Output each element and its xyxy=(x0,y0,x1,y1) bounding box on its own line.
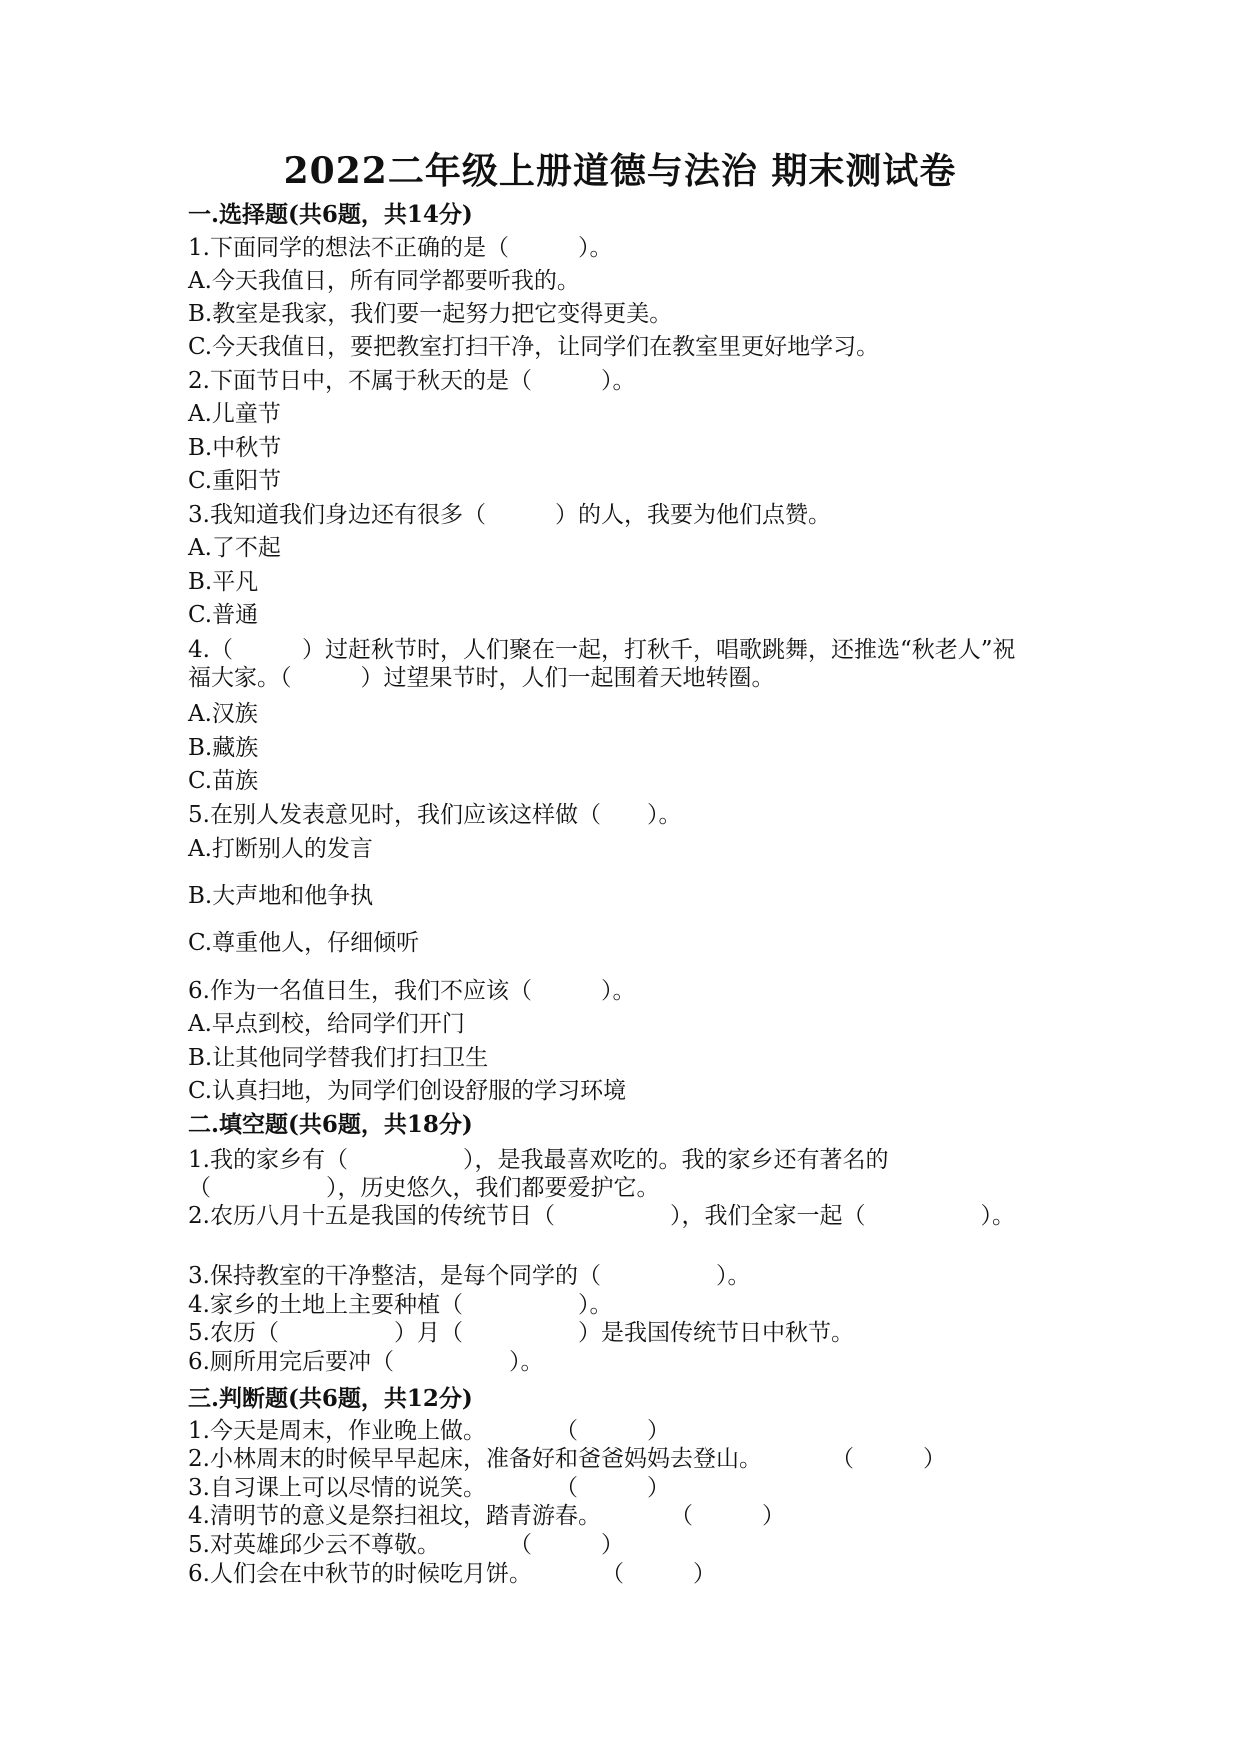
option-line: C.今天我值日，要把教室打扫干净，让同学们在教室里更好地学习。 xyxy=(188,334,880,360)
option-line: A.汉族 xyxy=(188,701,258,727)
question-line: 4.（ ）过赶秋节时，人们聚在一起，打秋千，唱歌跳舞，还推选“秋老人”祝福大家。（ ）过望果节时，人们一起围着天地转圈。 xyxy=(188,637,1016,691)
option-line: B.中秋节 xyxy=(188,435,282,461)
question-line: 3.自习课上可以尽情的说笑。 （ ） xyxy=(188,1475,670,1501)
option-line: C.认真扫地，为同学们创设舒服的学习环境 xyxy=(188,1078,627,1104)
option-line: A.儿童节 xyxy=(188,401,281,427)
option-line: A.早点到校，给同学们开门 xyxy=(188,1011,465,1037)
section-heading-judge: 三.判断题(共6题，共12分) xyxy=(188,1385,473,1412)
option-line: C.重阳节 xyxy=(188,468,282,494)
option-line: B.让其他同学替我们打扫卫生 xyxy=(188,1045,489,1071)
question-line: 2.农历八月十五是我国的传统节日（ ），我们全家一起（ ）。 xyxy=(188,1203,1015,1229)
option-line: A.了不起 xyxy=(188,535,281,561)
question-line: 6.厕所用完后要冲（ ）。 xyxy=(188,1349,544,1375)
option-line: B.平凡 xyxy=(188,569,259,595)
option-line: B.教室是我家，我们要一起努力把它变得更美。 xyxy=(188,301,673,327)
option-line: C.普通 xyxy=(188,602,259,628)
option-line: B.大声地和他争执 xyxy=(188,883,374,909)
question-line: 5.对英雄邱少云不尊敬。 （ ） xyxy=(188,1532,624,1558)
question-line: 1.下面同学的想法不正确的是（ ）。 xyxy=(188,235,613,261)
question-line: 4.清明节的意义是祭扫祖坟，踏青游春。 （ ） xyxy=(188,1503,785,1529)
question-line: 6.作为一名值日生，我们不应该（ ）。 xyxy=(188,978,636,1004)
page-title: 2022二年级上册道德与法治 期末测试卷 xyxy=(283,150,957,192)
question-line: 5.在别人发表意见时，我们应该这样做（ ）。 xyxy=(188,802,682,828)
option-line: C.尊重他人，仔细倾听 xyxy=(188,930,420,956)
question-line: 1.我的家乡有（ ），是我最喜欢吃的。我的家乡还有著名的（ ），历史悠久，我们都要爱护它。 xyxy=(188,1147,889,1201)
question-line: 6.人们会在中秋节的时候吃月饼。 （ ） xyxy=(188,1561,716,1587)
option-line: A.今天我值日，所有同学都要听我的。 xyxy=(188,268,580,294)
question-line: 4.家乡的土地上主要种植（ ）。 xyxy=(188,1292,613,1318)
option-line: B.藏族 xyxy=(188,735,259,761)
option-line: A.打断别人的发言 xyxy=(188,836,373,862)
question-line: 1.今天是周末，作业晚上做。 （ ） xyxy=(188,1418,670,1444)
question-line: 2.下面节日中，不属于秋天的是（ ）。 xyxy=(188,368,636,394)
section-heading-fill: 二.填空题(共6题，共18分) xyxy=(188,1111,473,1138)
question-line: 2.小林周末的时候早早起床，准备好和爸爸妈妈去登山。 （ ） xyxy=(188,1446,946,1472)
question-line: 5.农历（ ）月（ ）是我国传统节日中秋节。 xyxy=(188,1320,854,1346)
question-line: 3.保持教室的干净整洁，是每个同学的（ ）。 xyxy=(188,1263,751,1289)
question-line: 3.我知道我们身边还有很多（ ）的人，我要为他们点赞。 xyxy=(188,502,831,528)
section-heading-choice: 一.选择题(共6题，共14分) xyxy=(188,201,473,228)
option-line: C.苗族 xyxy=(188,768,259,794)
